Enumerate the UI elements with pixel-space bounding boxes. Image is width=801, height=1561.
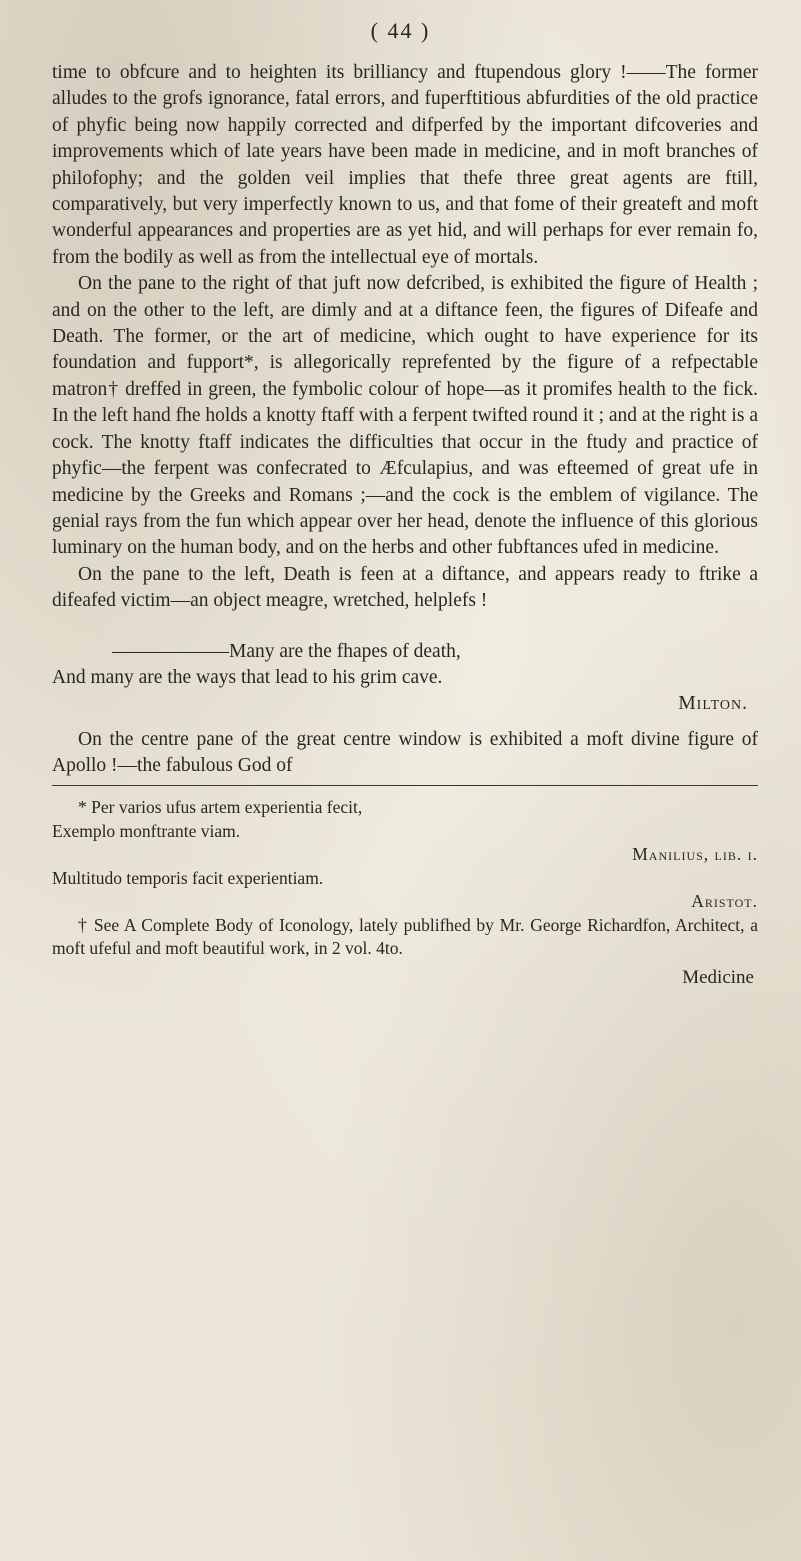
footnote-1-attribution: Manilius, lib. i. xyxy=(632,844,758,865)
quote-line-2: And many are the ways that lead to his grim cave. xyxy=(52,666,443,688)
footnote-1-attribution-2: Aristot. xyxy=(691,891,758,912)
milton-quotation xyxy=(52,639,758,717)
catchword: Medicine xyxy=(682,966,754,988)
footnote-1-line-2: Exemplo monftrante viam. xyxy=(52,820,241,841)
paragraph-veil: time to obfcure and to heighten its brilliancy and ftupendous glory !——The former alludes to the grofs ignorance, fatal errors, and fuperftitious abfurdities of the old practice of phyfic being now happily corrected and difperfed by the important difcoveries and improvements which of late years have been made in medicine, and in moft branches of philofophy; and the golden veil implies that thefe three great agents are ftill, comparatively, but very imperfectly known to us, and that fome of their greateft and moft wonderful appearances and properties are as yet hid, and will perhaps for ever remain fo, from the bodily as well as from the intellectual eye of mortals. xyxy=(52,62,758,268)
paragraph-death: On the pane to the left, Death is feen at a diftance, and appears ready to ftrike a difeafed victim—an object meagre, wretched, helplefs ! xyxy=(52,563,758,612)
quote-line-1: ——————Many are the fhapes of death, xyxy=(112,640,461,662)
footnote-divider xyxy=(52,785,758,786)
page-text xyxy=(52,60,758,991)
paragraph-apollo: On the centre pane of the great centre window is exhibited a moft divine figure of Apollo !—the fabulous God of xyxy=(52,728,758,776)
page-number: ( 44 ) xyxy=(370,18,431,43)
footnote-1-line-1: * Per varios ufus artem experientia fecit, xyxy=(78,797,363,818)
quote-attribution: Milton. xyxy=(678,692,748,714)
footnote-2: † See A Complete Body of Iconology, lately publifhed by Mr. George Richardfon, Architect, a moft ufeful and moft beautiful work, in 2 vol. 4to. xyxy=(52,914,758,959)
footnote-1-line-3: Multitudo temporis facit experientiam. xyxy=(52,867,324,888)
paragraph-health: On the pane to the right of that juft now defcribed, is exhibited the figure of Health ; and on the other to the left, are dimly and at a diftance feen, the figures of Difeafe and Death. The former, or the art of medicine, which ought to have experience for its foundation and fupport*, is allegorically reprefented by the figure of a refpectable matron† dreffed in green, the fymbolic colour of hope—as it promifes health to the fick. In the left hand fhe holds a knotty ftaff with a ferpent twifted round it ; and at the right is a cock. The knotty ftaff indicates the difficulties that occur in the ftudy and practice of phyfic—the ferpent was confecrated to Æfculapius, and was efteemed of great ufe in medicine by the Greeks and Romans ;—and the cock is the emblem of vigilance. The genial rays from the fun which appear over her head, denote the influence of this glorious luminary on the human body, and on the herbs and other fubftances ufed in medicine. xyxy=(52,273,758,559)
footnotes xyxy=(52,796,758,961)
